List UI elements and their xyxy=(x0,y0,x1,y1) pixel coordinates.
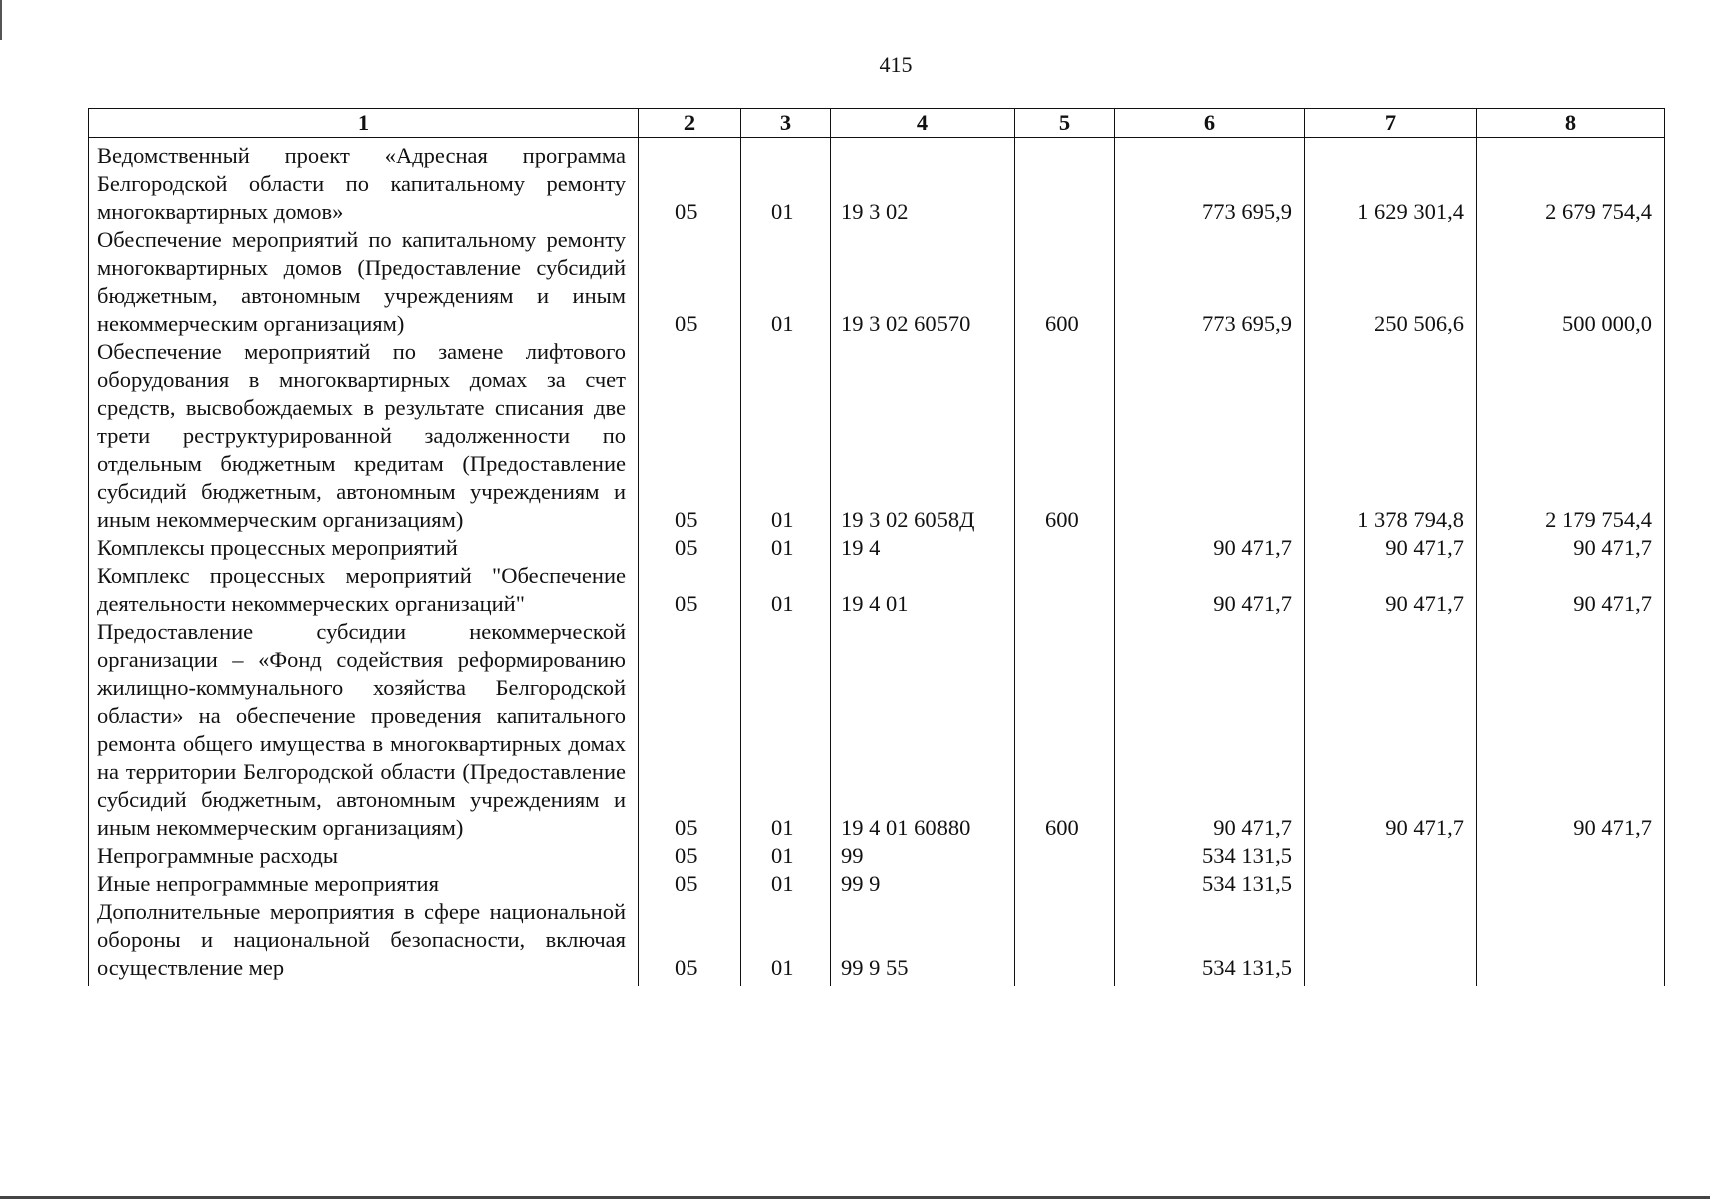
row-section-code: 05 xyxy=(639,226,741,338)
row-description: Непрограммные расходы xyxy=(89,842,639,870)
header-col-4: 4 xyxy=(831,109,1015,138)
row-amount-col6: 90 471,7 xyxy=(1115,562,1305,618)
row-amount-col8: 90 471,7 xyxy=(1477,562,1665,618)
row-expense-type xyxy=(1015,534,1115,562)
row-amount-col8 xyxy=(1477,870,1665,898)
scan-edge-left xyxy=(0,0,2,40)
row-amount-col8: 2 679 754,4 xyxy=(1477,142,1665,226)
row-section-code: 05 xyxy=(639,842,741,870)
header-col-3: 3 xyxy=(741,109,831,138)
row-target-code: 19 4 01 xyxy=(831,562,1015,618)
row-target-code: 19 4 01 60880 xyxy=(831,618,1015,842)
header-col-2: 2 xyxy=(639,109,741,138)
row-amount-col7 xyxy=(1305,842,1477,870)
page-number: 415 xyxy=(879,52,913,77)
row-expense-type: 600 xyxy=(1015,618,1115,842)
row-section-code: 05 xyxy=(639,618,741,842)
row-expense-type xyxy=(1015,898,1115,986)
budget-table xyxy=(88,108,1665,986)
table-row xyxy=(89,534,1665,562)
row-subsection-code: 01 xyxy=(741,338,831,534)
row-description: Комплекс процессных мероприятий "Обеспечение деятельности некоммерческих организаций" xyxy=(89,562,639,618)
header-col-8: 8 xyxy=(1477,109,1665,138)
row-target-code: 99 xyxy=(831,842,1015,870)
row-amount-col6 xyxy=(1115,338,1305,534)
table-row xyxy=(89,842,1665,870)
row-expense-type: 600 xyxy=(1015,226,1115,338)
row-expense-type xyxy=(1015,142,1115,226)
row-amount-col6: 773 695,9 xyxy=(1115,226,1305,338)
row-amount-col7: 90 471,7 xyxy=(1305,534,1477,562)
row-subsection-code: 01 xyxy=(741,898,831,986)
row-amount-col7: 250 506,6 xyxy=(1305,226,1477,338)
header-col-6: 6 xyxy=(1115,109,1305,138)
row-subsection-code: 01 xyxy=(741,562,831,618)
row-expense-type xyxy=(1015,842,1115,870)
row-target-code: 99 9 55 xyxy=(831,898,1015,986)
row-amount-col8 xyxy=(1477,898,1665,986)
row-subsection-code: 01 xyxy=(741,842,831,870)
row-target-code: 19 3 02 6058Д xyxy=(831,338,1015,534)
row-section-code: 05 xyxy=(639,898,741,986)
row-subsection-code: 01 xyxy=(741,226,831,338)
scan-edge-bottom xyxy=(0,1196,1710,1199)
row-subsection-code: 01 xyxy=(741,870,831,898)
row-amount-col6: 534 131,5 xyxy=(1115,842,1305,870)
row-amount-col6: 90 471,7 xyxy=(1115,618,1305,842)
row-description: Обеспечение мероприятий по замене лифтового оборудования в многоквартирных домах за счет средств, высвобождаемых в результате списания две трети реструктурированной задолженности по отдельным бюджетным кредитам (Предоставление субсидий бюджетным, автономным учреждениям и иным некоммерческим организациям) xyxy=(89,338,639,534)
row-target-code: 99 9 xyxy=(831,870,1015,898)
header-col-5: 5 xyxy=(1015,109,1115,138)
header-col-7: 7 xyxy=(1305,109,1477,138)
row-section-code: 05 xyxy=(639,562,741,618)
row-description: Обеспечение мероприятий по капитальному ремонту многоквартирных домов (Предоставление субсидий бюджетным, автономным учреждениям и иным некоммерческим организациям) xyxy=(89,226,639,338)
row-expense-type: 600 xyxy=(1015,338,1115,534)
row-section-code: 05 xyxy=(639,870,741,898)
table-row xyxy=(89,562,1665,618)
row-target-code: 19 3 02 60570 xyxy=(831,226,1015,338)
row-target-code: 19 3 02 xyxy=(831,142,1015,226)
row-amount-col8: 2 179 754,4 xyxy=(1477,338,1665,534)
row-amount-col7: 90 471,7 xyxy=(1305,562,1477,618)
row-amount-col7: 1 629 301,4 xyxy=(1305,142,1477,226)
row-amount-col8: 90 471,7 xyxy=(1477,534,1665,562)
table-row xyxy=(89,226,1665,338)
row-description: Иные непрограммные мероприятия xyxy=(89,870,639,898)
row-section-code: 05 xyxy=(639,534,741,562)
row-amount-col6: 534 131,5 xyxy=(1115,870,1305,898)
row-description: Предоставление субсидии некоммерческой организации – «Фонд содействия реформированию жилищно-коммунального хозяйства Белгородской области» на обеспечение проведения капитального ремонта общего имущества в многоквартирных домах на территории Белгородской области (Предоставление субсидий бюджетным, автономным учреждениям и иным некоммерческим организациям) xyxy=(89,618,639,842)
row-expense-type xyxy=(1015,870,1115,898)
row-subsection-code: 01 xyxy=(741,534,831,562)
row-amount-col7 xyxy=(1305,870,1477,898)
row-description: Ведомственный проект «Адресная программа Белгородской области по капитальному ремонту многоквартирных домов» xyxy=(89,142,639,226)
table-row xyxy=(89,870,1665,898)
table-row xyxy=(89,898,1665,986)
table-row xyxy=(89,618,1665,842)
row-amount-col8 xyxy=(1477,842,1665,870)
row-description: Комплексы процессных мероприятий xyxy=(89,534,639,562)
row-expense-type xyxy=(1015,562,1115,618)
row-amount-col7: 1 378 794,8 xyxy=(1305,338,1477,534)
row-amount-col8: 500 000,0 xyxy=(1477,226,1665,338)
table-row xyxy=(89,142,1665,226)
header-row xyxy=(89,109,1665,138)
table-row xyxy=(89,338,1665,534)
row-subsection-code: 01 xyxy=(741,142,831,226)
row-subsection-code: 01 xyxy=(741,618,831,842)
row-amount-col6: 773 695,9 xyxy=(1115,142,1305,226)
row-amount-col7: 90 471,7 xyxy=(1305,618,1477,842)
row-amount-col7 xyxy=(1305,898,1477,986)
header-col-1: 1 xyxy=(89,109,639,138)
row-amount-col6: 90 471,7 xyxy=(1115,534,1305,562)
row-target-code: 19 4 xyxy=(831,534,1015,562)
row-section-code: 05 xyxy=(639,142,741,226)
row-description: Дополнительные мероприятия в сфере национальной обороны и национальной безопасности, включая осуществление мер xyxy=(89,898,639,986)
row-section-code: 05 xyxy=(639,338,741,534)
row-amount-col8: 90 471,7 xyxy=(1477,618,1665,842)
row-amount-col6: 534 131,5 xyxy=(1115,898,1305,986)
